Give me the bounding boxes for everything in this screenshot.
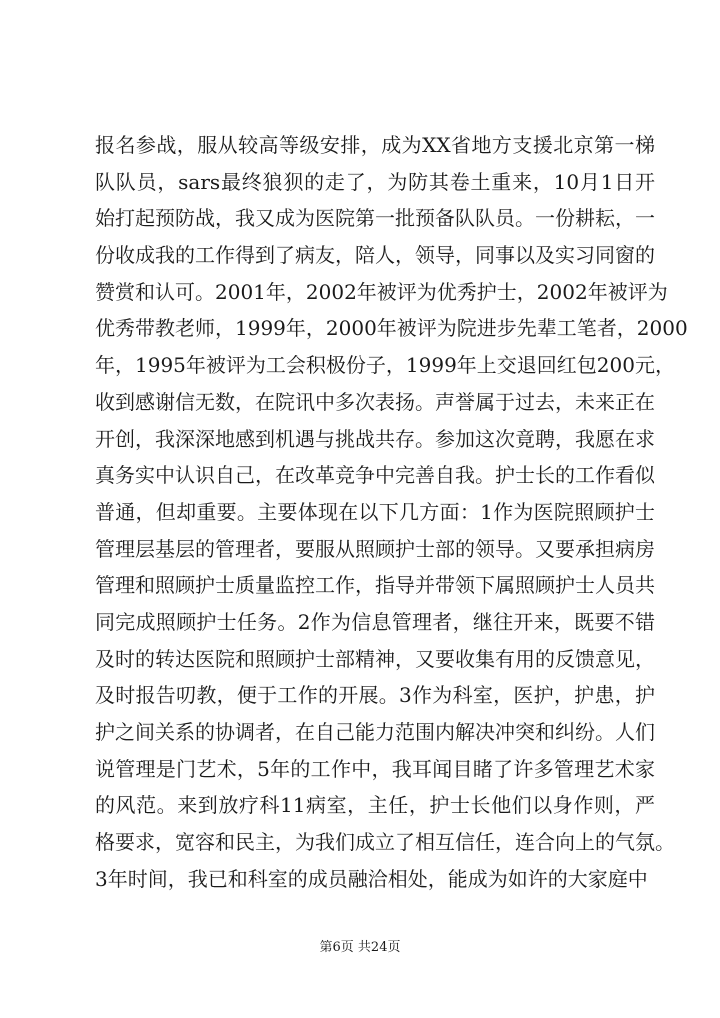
text-line: 同完成照顾护士任务。2作为信息管理者，继往开来，既要不错: [95, 609, 655, 634]
text-line: 管理和照顾护士质量监控工作，指导并带领下属照顾护士人员共: [95, 573, 655, 598]
text-line: 年，1995年被评为工会积极份子，1999年上交退回红包200元，: [95, 353, 675, 378]
text-line: 优秀带教老师，1999年，2000年被评为院进步先辈工笔者，2000: [95, 316, 688, 341]
text-line: 队队员，sars最终狼狈的走了，为防其卷土重来，10月1日开: [95, 169, 655, 194]
text-line: 报名参战，服从较高等级安排，成为XX省地方支援北京第一梯: [95, 133, 655, 157]
text-line: 护之间关系的协调者，在自己能力范围内解决冲突和纠纷。人们: [95, 720, 655, 744]
text-line: 始打起预防战，我又成为医院第一批预备队队员。一份耕耘，一: [95, 206, 655, 231]
text-line: 及时的转达医院和照顾护士部精神，又要收集有用的反馈意见，: [95, 646, 655, 671]
text-line: 份收成我的工作得到了病友，陪人，领导，同事以及实习同窗的: [95, 243, 655, 268]
text-line: 的风范。来到放疗科11病室，主任，护士长他们以身作则，严: [95, 793, 655, 818]
text-line: 格要求，宽容和民主，为我们成立了相互信任，连合向上的气氛。: [95, 830, 675, 855]
page-footer: 第6页 共24页: [319, 940, 401, 955]
text-line: 3年时间，我已和科室的成员融洽相处，能成为如许的大家庭中: [95, 866, 648, 891]
text-line: 及时报告叨教，便于工作的开展。3作为科室，医护，护患，护: [95, 683, 655, 708]
text-line: 收到感谢信无数，在院讯中多次表扬。声誉属于过去，未来正在: [95, 389, 655, 414]
text-line: 赞赏和认可。2001年，2002年被评为优秀护士，2002年被评为: [95, 279, 668, 304]
body-text: [95, 127, 688, 897]
text-line: 普通，但却重要。主要体现在以下几方面：1作为医院照顾护士: [95, 499, 655, 524]
text-line: 真务实中认识自己，在改革竞争中完善自我。护士长的工作看似: [95, 463, 655, 488]
text-line: 说管理是门艺术，5年的工作中，我耳闻目睹了许多管理艺术家: [95, 756, 655, 781]
text-line: 管理层基层的管理者，要服从照顾护士部的领导。又要承担病房: [95, 536, 655, 561]
text-line: 开创，我深深地感到机遇与挑战共存。参加这次竟聘，我愿在求: [95, 426, 655, 451]
